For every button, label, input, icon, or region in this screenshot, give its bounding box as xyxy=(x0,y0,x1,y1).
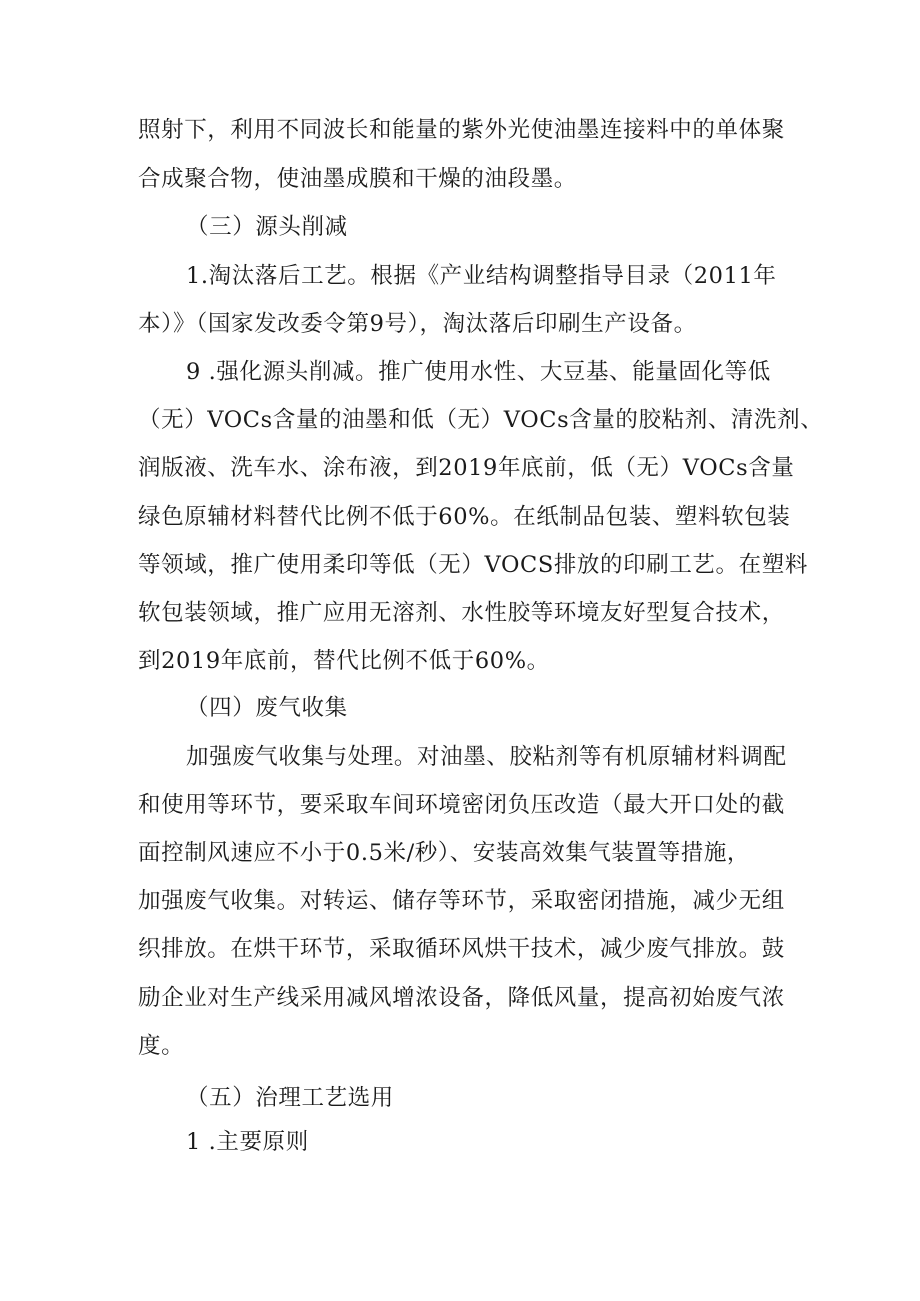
paragraph-line: 合成聚合物，使油墨成膜和干燥的油段墨。 xyxy=(138,166,577,192)
paragraph-line: 加强废气收集与处理。对油墨、胶粘剂等有机原辅材料调配 xyxy=(186,744,787,770)
paragraph-line: 照射下，利用不同波长和能量的紫外光使油墨连接料中的单体聚 xyxy=(138,117,785,143)
section-heading: （三）源头削减 xyxy=(186,214,348,240)
paragraph-line: 1.淘汰落后工艺。根据《产业结构调整指导目录（2011年 xyxy=(186,263,777,289)
paragraph-line: （无）VOCs含量的油墨和低（无）VOCs含量的胶粘剂、清洗剂、 xyxy=(138,407,824,433)
paragraph-line: 到2019年底前，替代比例不低于60%。 xyxy=(138,648,550,674)
paragraph-line: 加强废气收集。对转运、储存等环节，采取密闭措施，减少无组 xyxy=(138,888,785,914)
paragraph-line: 等领域，推广使用柔印等低（无）VOCS排放的印刷工艺。在塑料 xyxy=(138,552,808,578)
paragraph-line: 润版液、洗车水、涂布液，到2019年底前，低（无）VOCs含量 xyxy=(138,455,795,481)
subsection-heading: 1 .主要原则 xyxy=(186,1129,309,1155)
paragraph-line: 励企业对生产线采用减风增浓设备，降低风量，提高初始废气浓 xyxy=(138,985,785,1011)
paragraph-line: 本）》（国家发改委令第9号），淘汰落后印刷生产设备。 xyxy=(138,311,697,337)
paragraph-line: 软包装领域，推广应用无溶剂、水性胶等环境友好型复合技术， xyxy=(138,600,785,626)
paragraph-line: 面控制风速应不小于0.5米/秒）、安装高效集气装置等措施， xyxy=(138,840,751,866)
paragraph-line: 绿色原辅材料替代比例不低于60%。在纸制品包装、塑料软包装 xyxy=(138,504,791,530)
paragraph-line: 度。 xyxy=(138,1033,185,1059)
section-heading: （五）治理工艺选用 xyxy=(186,1085,394,1111)
paragraph-line: 织排放。在烘干环节，采取循环风烘干技术，减少废气排放。鼓 xyxy=(138,936,785,962)
paragraph-line: 和使用等环节，要采取车间环境密闭负压改造（最大开口处的截 xyxy=(138,792,785,818)
section-heading: （四）废气收集 xyxy=(186,695,348,721)
paragraph-line: 9 .强化源头削减。推广使用水性、大豆基、能量固化等低 xyxy=(186,359,771,385)
